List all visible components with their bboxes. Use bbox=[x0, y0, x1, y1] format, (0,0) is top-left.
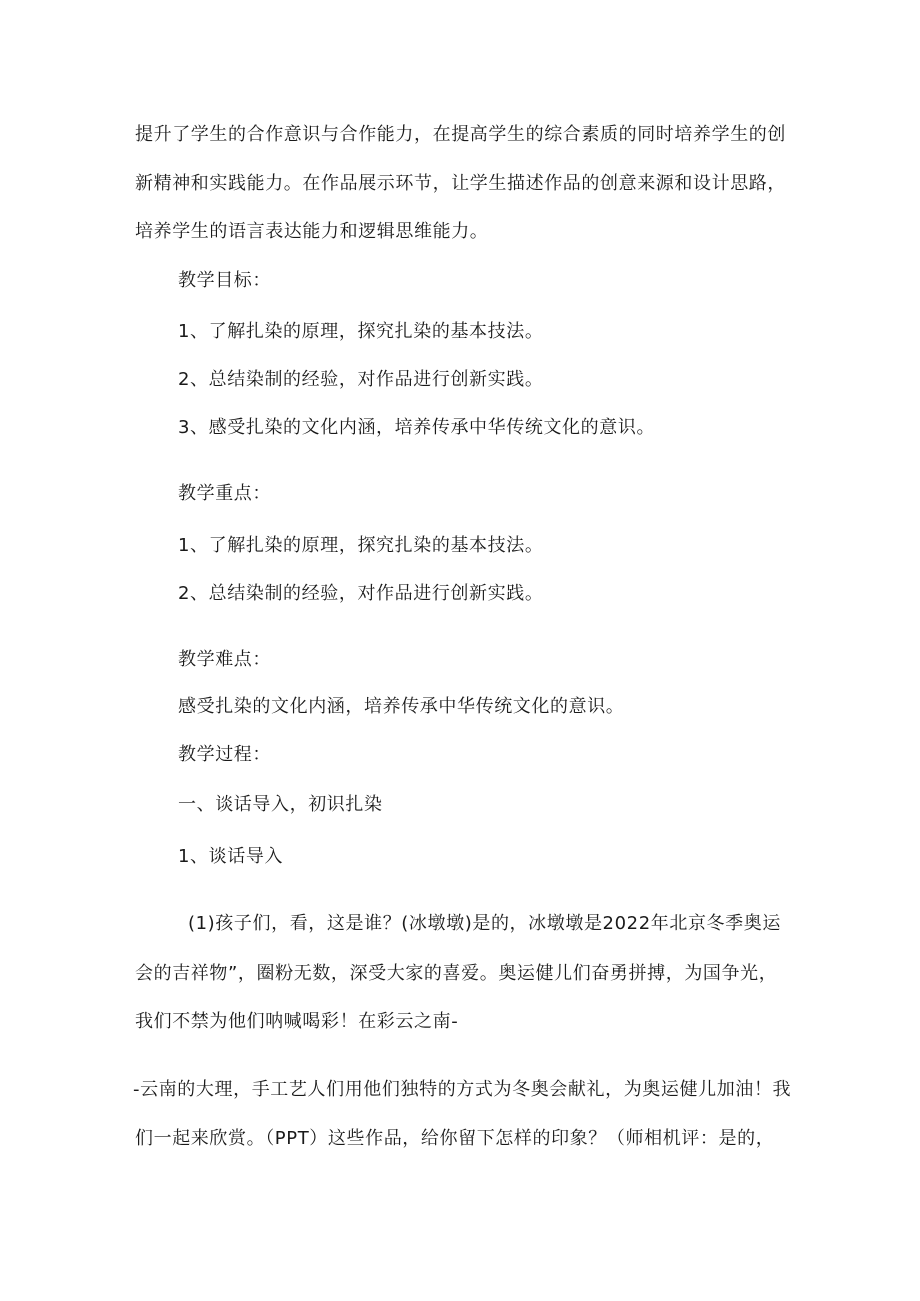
objectives-heading: 教学目标： bbox=[178, 270, 271, 291]
objective-item-2: 2、总结染制的经验，对作品进行创新实践。 bbox=[178, 369, 544, 390]
process-subsection-1: 1、谈话导入 bbox=[178, 846, 284, 867]
difficulties-heading: 教学难点： bbox=[178, 649, 271, 670]
intro-line-3: 培养学生的语言表达能力和逻辑思维能力。 bbox=[135, 221, 489, 242]
process-section-1: 一、谈话导入，初识扎染 bbox=[178, 794, 383, 815]
talk-line-2: 会的吉祥物”，圈粉无数，深受大家的喜爱。奥运健儿们奋勇拼搏，为国争光， bbox=[135, 963, 778, 984]
key-point-item-1: 1、了解扎染的原理，探究扎染的基本技法。 bbox=[178, 535, 544, 556]
difficulties-text: 感受扎染的文化内涵，培养传承中华传统文化的意识。 bbox=[178, 696, 625, 717]
key-point-item-2: 2、总结染制的经验，对作品进行创新实践。 bbox=[178, 583, 544, 604]
process-heading: 教学过程： bbox=[178, 744, 271, 765]
yunnan-line-2: 们一起来欣赏。（PPT）这些作品，给你留下怎样的印象？（师相机评：是的， bbox=[135, 1128, 775, 1149]
talk-line-3: 我们不禁为他们呐喊喝彩！在彩云之南- bbox=[135, 1011, 459, 1032]
intro-line-2: 新精神和实践能力。在作品展示环节，让学生描述作品的创意来源和设计思路， bbox=[135, 173, 786, 194]
intro-line-1: 提升了学生的合作意识与合作能力，在提高学生的综合素质的同时培养学生的创 bbox=[135, 124, 786, 145]
talk-line-1: (1)孩子们，看，这是谁？(冰墩墩)是的，冰墩墩是2022年北京冬季奥运 bbox=[188, 913, 781, 934]
yunnan-line-1: -云南的大理，手工艺人们用他们独特的方式为冬奥会献礼，为奥运健儿加油！我 bbox=[133, 1079, 792, 1100]
objective-item-3: 3、感受扎染的文化内涵，培养传承中华传统文化的意识。 bbox=[178, 417, 656, 438]
key-points-heading: 教学重点： bbox=[178, 483, 271, 504]
objective-item-1: 1、了解扎染的原理，探究扎染的基本技法。 bbox=[178, 321, 544, 342]
